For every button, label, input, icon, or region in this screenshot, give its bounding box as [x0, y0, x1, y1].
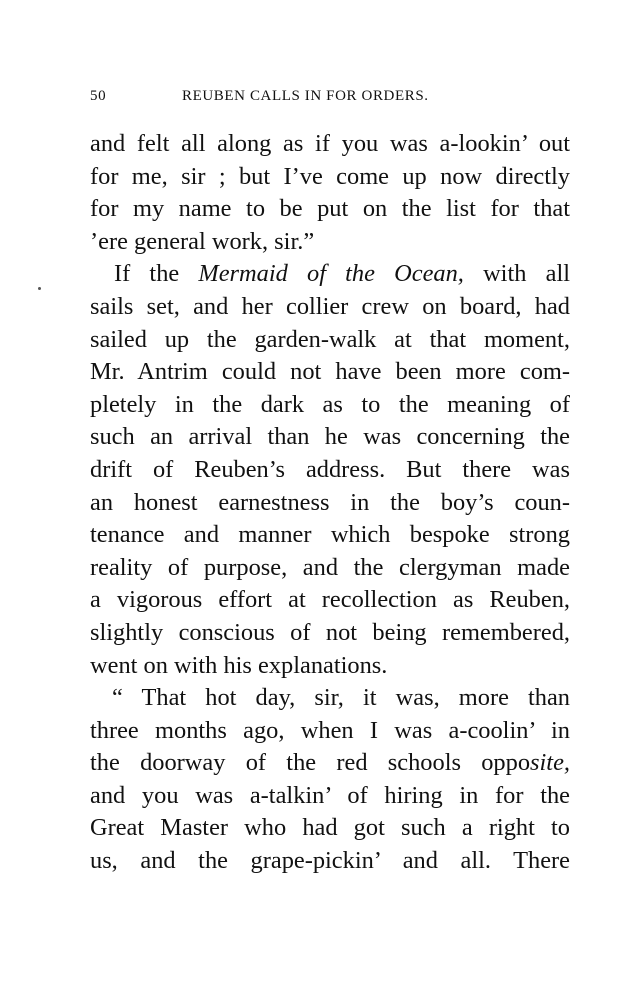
text-line: went on with his explanations.: [90, 651, 388, 679]
text-line: such an arrival than he was concerning the: [90, 423, 570, 451]
text-line: drift of Reuben’s address. But there was: [90, 455, 570, 483]
text-line: tenance and manner which bespoke strong: [90, 521, 570, 549]
text-line: sails set, and her collier crew on board, had: [90, 292, 570, 320]
text-line: slightly conscious of not being remembered,: [90, 618, 570, 646]
text-line-paragraph-start: “ That hot day, sir, it was, more than: [112, 684, 570, 712]
italic-fragment: site,: [530, 749, 570, 777]
text-line: Great Master who had got such a right to: [90, 814, 570, 842]
text-line-paragraph-start: [90, 258, 570, 291]
text-line: a vigorous effort at recollection as Reuben,: [90, 586, 570, 614]
running-head: [90, 88, 570, 110]
margin-speck: [38, 287, 41, 290]
body-text: [90, 128, 570, 878]
text-line: for me, sir ; but I’ve come up now directly: [90, 162, 570, 190]
text-line: us, and the grape-pickin’ and all. There: [90, 847, 570, 875]
text-line: reality of purpose, and the clergyman made: [90, 553, 570, 581]
text-fragment: with all: [463, 260, 570, 288]
ship-name-italic: Mermaid of the Ocean,: [198, 260, 464, 288]
text-line: and you was a-talkin’ of hiring in for the: [90, 781, 570, 809]
text-line: sailed up the garden-walk at that moment,: [90, 325, 570, 353]
page-number: 50: [90, 88, 107, 104]
text-line: for my name to be put on the list for that: [90, 195, 570, 223]
text-line: pletely in the dark as to the meaning of: [90, 390, 570, 418]
text-fragment: If the: [114, 260, 199, 288]
text-line: and felt all along as if you was a-lookin’ out: [90, 130, 570, 157]
text-line: ’ere general work, sir.”: [90, 227, 315, 255]
running-title: REUBEN CALLS IN FOR ORDERS.: [182, 88, 429, 104]
text-line: three months ago, when I was a-coolin’ in: [90, 716, 570, 744]
text-line: Mr. Antrim could not have been more com-: [90, 358, 570, 386]
text-fragment: the doorway of the red schools oppo: [90, 749, 531, 777]
text-line: an honest earnestness in the boy’s coun-: [90, 488, 570, 516]
text-line: [90, 747, 570, 780]
